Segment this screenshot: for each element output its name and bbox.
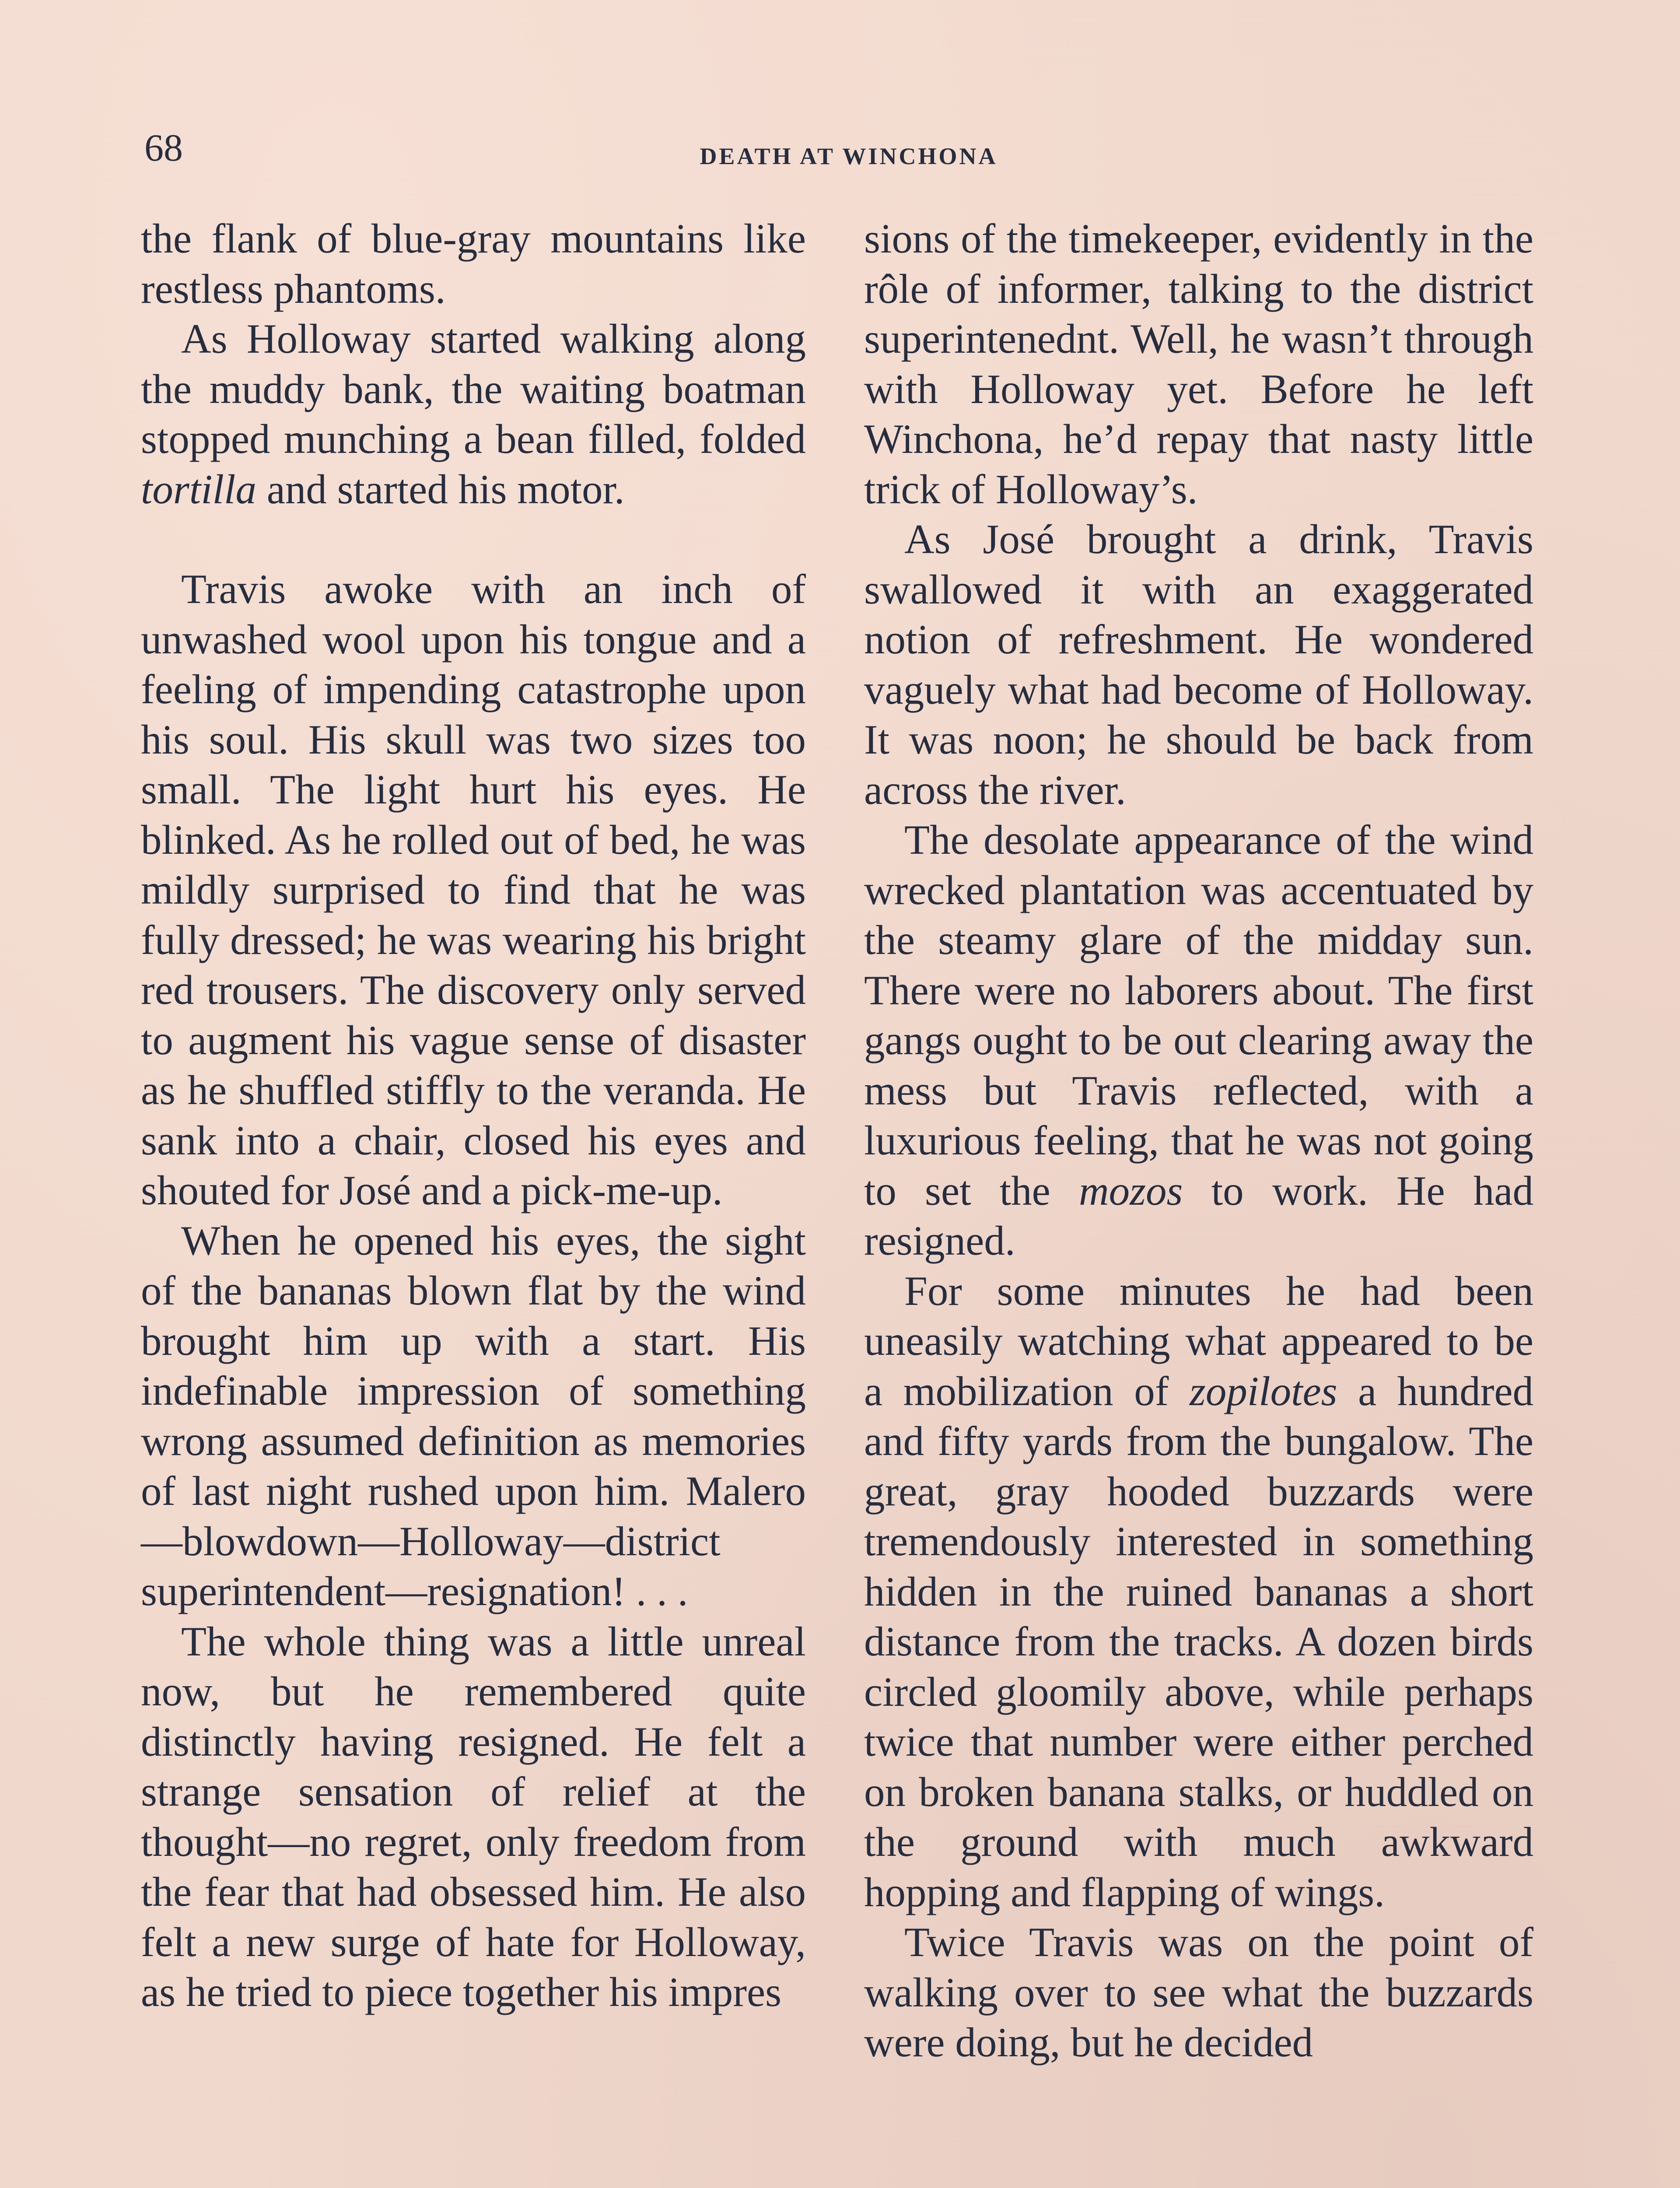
running-head: DEATH AT WINCHONA [700,143,998,169]
paragraph: For some minutes he had been uneasily watching what appeared to be a mobilization of zopilotes a hundred and fifty yards from the bungalow. The great, gray hooded buzzards were tremendously interested in something hidden in the ruined bananas a short distance from the tracks. A dozen birds circled gloomily above, while perhaps twice that number were either perched on broken banana stalks, or huddled on the ground with much awkward hopping and flapping of wings. [864,1267,1534,1915]
left-column [141,214,806,2017]
paragraph: As Holloway started walking along the muddy bank, the waiting boatman stopped munching a bean filled, folded tortilla and started his motor. [141,316,806,512]
paragraph: When he opened his eyes, the sight of the bananas blown flat by the wind brought him up with a start. His indefinable impression of something wrong assumed definition as memories of last night rushed upon him. Malero—blowdown—Holloway—district superintendent—resignation! . . . [141,1217,806,1614]
paragraph: the flank of blue-gray mountains like restless phantoms. [141,215,806,312]
paragraph: As José brought a drink, Travis swallowed it with an exaggerated notion of refreshment. He wondered vaguely what had become of Holloway. It was noon; he should be back from across the river. [864,516,1533,813]
paragraph: Travis awoke with an inch of unwashed wool upon his tongue and a feeling of impending catastrophe upon his soul. His skull was two sizes too small. The light hurt his eyes. He blinked. As he rolled out of bed, he was mildly surprised to find that he was fully dressed; he was wearing his bright red trousers. The discovery only served to augment his vague sense of disaster as he shuffled stiffly to the veranda. He sank into a chair, closed his eyes and shouted for José and a pick-me-up. [141,566,806,1213]
paragraph: sions of the timekeeper, evidently in the rôle of informer, talking to the district superintenednt. Well, he wasn’t through with Holloway yet. Before he left Winchona, he’d repay that nasty little trick of Holloway’s. [864,215,1533,512]
paragraph: The whole thing was a little unreal now, but he remembered quite distinctly having resigned. He felt a strange sensation of relief at the thought—no regret, only freedom from the fear that had obsessed him. He also felt a new surge of hate for Holloway, as he tried to piece together his impres [141,1618,806,2015]
paragraph: Twice Travis was on the point of walking over to see what the buzzards were doing, but he decided [864,1919,1533,2065]
right-column [864,214,1533,2068]
page-number: 68 [144,127,183,169]
paragraph: The desolate appearance of the wind wrecked plantation was accentuated by the steamy glare of the midday sun. There were no laborers about. The first gangs ought to be out clearing away the mess but Travis reflected, with a luxurious feeling, that he was not going to set the mozos to work. He had resigned. [864,817,1534,1264]
